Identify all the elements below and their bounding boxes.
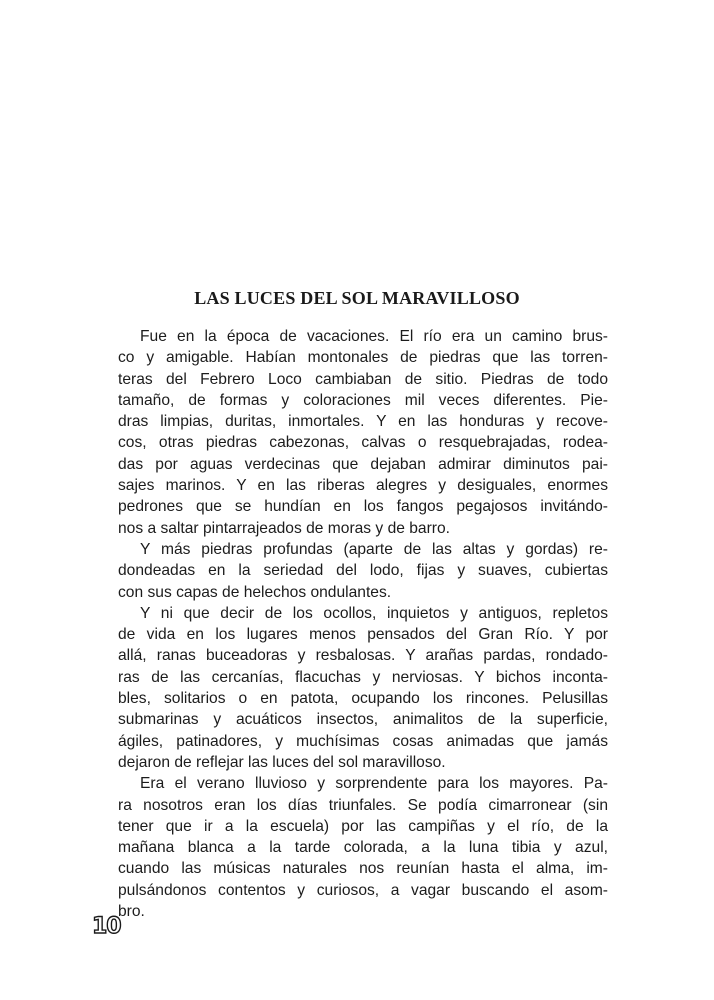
text-line: ra nosotros eran los días triunfales. Se podía cimarronear (sin <box>118 796 608 814</box>
text-line: bles, solitarios o en patota, ocupando los rincones. Pelusillas <box>118 690 608 708</box>
text-line: ágiles, patinadores, y muchísimas cosas animadas que jamás <box>118 732 608 750</box>
text-line: nos a saltar pintarrajeados de moras y de barro. <box>118 519 450 537</box>
text-line: pedrones que se hundían en los fangos pegajosos invitándo- <box>118 498 608 516</box>
paragraph-3 <box>118 603 608 773</box>
text-line: Y más piedras profundas (aparte de las altas y gordas) re- <box>140 540 608 558</box>
text-line: dondeadas en la seriedad del lodo, fijas y suaves, cubiertas <box>118 562 608 580</box>
text-line: dras limpias, duritas, inmortales. Y en las honduras y recove- <box>118 413 608 431</box>
text-line: mañana blanca a la tarde colorada, a la luna tibia y azul, <box>118 839 608 857</box>
text-line: Y ni que decir de los ocollos, inquietos y antiguos, repletos <box>140 604 608 622</box>
text-line: ras de las cercanías, flacuchas y nerviosas. Y bichos inconta- <box>118 668 608 686</box>
chapter-body <box>118 326 608 922</box>
text-line: con sus capas de helechos ondulantes. <box>118 583 392 601</box>
text-line: dejaron de reflejar las luces del sol maravilloso. <box>118 753 446 771</box>
text-line: pulsándonos contentos y curiosos, a vagar buscando el asom- <box>118 881 608 899</box>
text-line: cuando las músicas naturales nos reunían hasta el alma, im- <box>118 860 608 878</box>
text-line: de vida en los lugares menos pensados del Gran Río. Y por <box>118 626 608 644</box>
text-line: co y amigable. Habían montonales de piedras que las torren- <box>118 349 608 367</box>
text-line: das por aguas verdecinas que dejaban admirar diminutos pai- <box>118 455 608 473</box>
chapter-title: LAS LUCES DEL SOL MARAVILLOSO <box>194 288 520 308</box>
text-line: bro. <box>118 903 145 921</box>
text-line: tamaño, de formas y coloraciones mil veces diferentes. Pie- <box>118 391 608 409</box>
paragraph-2 <box>118 539 608 603</box>
text-line: Fue en la época de vacaciones. El río era un camino brus- <box>140 328 608 345</box>
text-line: submarinas y acuáticos insectos, animalitos de la superficie, <box>118 711 608 729</box>
text-line: teras del Febrero Loco cambiaban de sitio. Piedras de todo <box>118 370 608 388</box>
text-line: Era el verano lluvioso y sorprendente para los mayores. Pa- <box>140 775 608 793</box>
text-line: allá, ranas buceadoras y resbalosas. Y arañas pardas, rondado- <box>118 647 608 665</box>
text-line: sajes marinos. Y en las riberas alegres y desiguales, enormes <box>118 477 608 495</box>
text-line: tener que ir a la escuela) por las campiñas y el río, de la <box>118 817 608 835</box>
paragraph-4 <box>118 773 608 922</box>
paragraph-1 <box>118 326 608 539</box>
text-line: cos, otras piedras cabezonas, calvas o resquebrajadas, rodea- <box>118 434 608 452</box>
page-number: 10 <box>92 914 121 939</box>
